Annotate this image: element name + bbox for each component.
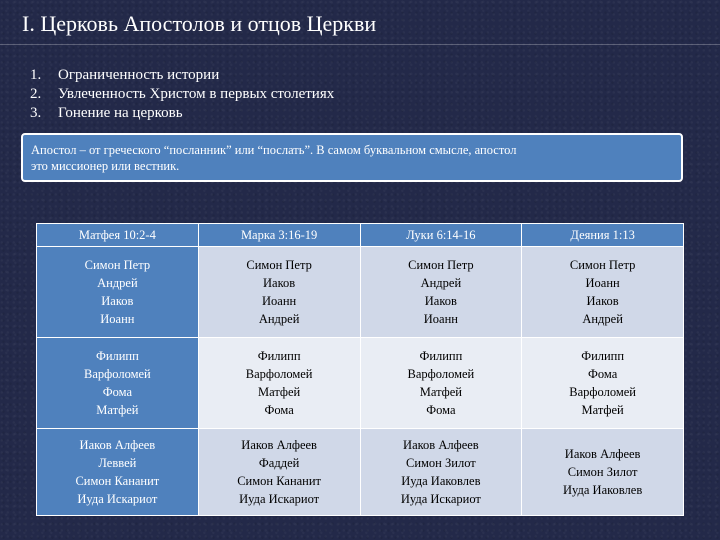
outline-item [30, 85, 334, 104]
apostle-name: Варфоломей [245, 367, 313, 381]
table-cell [522, 338, 684, 429]
apostle-name: Симон Петр [84, 258, 151, 272]
table-row [37, 429, 684, 516]
apostle-name: Симон Зилот [406, 456, 476, 470]
apostle-name: Симон Петр [408, 258, 474, 272]
table-cell [37, 338, 199, 429]
outline-item-text: Гонение на церковь [58, 105, 183, 121]
outline-list [30, 66, 334, 123]
table-cell [198, 247, 360, 338]
apostle-name: Иаков [424, 294, 457, 308]
apostle-name: Иаков Алфеев [564, 447, 641, 461]
callout-line: это миссионер или вестник. [31, 159, 180, 173]
outline-item [30, 104, 334, 123]
apostle-name: Иуда Иаковлев [563, 483, 643, 497]
apostle-name: Матфей [96, 403, 139, 417]
table-body [37, 247, 684, 516]
table-cell [522, 429, 684, 516]
outline-item [30, 66, 334, 85]
table-cell [198, 429, 360, 516]
apostle-name: Матфей [258, 385, 301, 399]
apostle-name: Андрей [258, 312, 300, 326]
apostle-name: Матфей [419, 385, 462, 399]
apostle-name: Симон Петр [569, 258, 636, 272]
table-row [37, 338, 684, 429]
table-cell [37, 247, 199, 338]
table-cell [522, 247, 684, 338]
apostle-name: Симон Кананит [75, 474, 160, 488]
apostle-name: Симон Зилот [567, 465, 638, 479]
apostle-name: Варфоломей [84, 367, 151, 381]
apostle-name: Андрей [582, 312, 623, 326]
apostle-name: Андрей [97, 276, 138, 290]
apostle-name: Фома [264, 403, 294, 417]
apostle-name: Симон Кананит [237, 474, 322, 488]
column-header-acts: Деяния 1:13 [522, 224, 684, 247]
table-row [37, 247, 684, 338]
table-cell [360, 429, 522, 516]
apostle-name: Иуда Иаковлев [401, 474, 481, 488]
apostle-name: Иаков [101, 294, 134, 308]
outline-item-number: 1. [30, 67, 42, 83]
apostle-name: Иоанн [100, 312, 135, 326]
apostle-name: Филипп [581, 349, 625, 363]
column-header-matthew: Матфея 10:2-4 [37, 224, 199, 247]
apostle-name: Иаков [263, 276, 296, 290]
apostle-name: Иаков Алфеев [79, 438, 156, 452]
apostle-name: Варфоломей [407, 367, 475, 381]
column-header-mark: Марка 3:16-19 [198, 224, 360, 247]
apostle-name: Симон Петр [246, 258, 312, 272]
apostle-name: Фаддей [258, 456, 300, 470]
title-divider [0, 44, 720, 45]
apostle-name: Иаков [586, 294, 619, 308]
apostle-name: Фома [426, 403, 456, 417]
outline-item-text: Увлеченность Христом в первых столетиях [58, 86, 335, 102]
outline-item-text: Ограниченность истории [58, 67, 220, 83]
apostle-name: Иуда Искариот [239, 492, 320, 506]
outline-item-number: 3. [30, 105, 42, 121]
column-header-luke: Луки 6:14-16 [360, 224, 522, 247]
apostle-name: Иоанн [262, 294, 297, 308]
slide-title: I. Церковь Апостолов и отцов Церкви [22, 11, 377, 36]
apostles-table [36, 223, 684, 516]
apostle-name: Иоанн [423, 312, 458, 326]
apostle-name: Иоанн [585, 276, 620, 290]
apostle-name: Иуда Искариот [400, 492, 481, 506]
apostle-name: Леввей [98, 456, 137, 470]
table-cell [198, 338, 360, 429]
definition-callout [21, 133, 683, 182]
table-cell [360, 338, 522, 429]
table-cell [360, 247, 522, 338]
apostle-name: Матфей [581, 403, 624, 417]
apostle-name: Фома [587, 367, 618, 381]
apostle-name: Филипп [257, 349, 301, 363]
apostle-name: Андрей [420, 276, 462, 290]
outline-item-number: 2. [30, 86, 42, 102]
apostle-name: Варфоломей [569, 385, 636, 399]
apostle-name: Фома [102, 385, 132, 399]
table-cell [37, 429, 199, 516]
apostle-name: Иаков Алфеев [403, 438, 479, 452]
table-header-row [37, 224, 684, 247]
callout-line: Апостол – от греческого “посланник” или “послать”. В самом буквальном смысле, апостол [31, 143, 517, 157]
apostle-name: Иаков Алфеев [241, 438, 317, 452]
apostle-name: Иуда Искариот [77, 492, 158, 506]
apostle-name: Филипп [95, 349, 139, 363]
apostle-name: Филипп [419, 349, 463, 363]
